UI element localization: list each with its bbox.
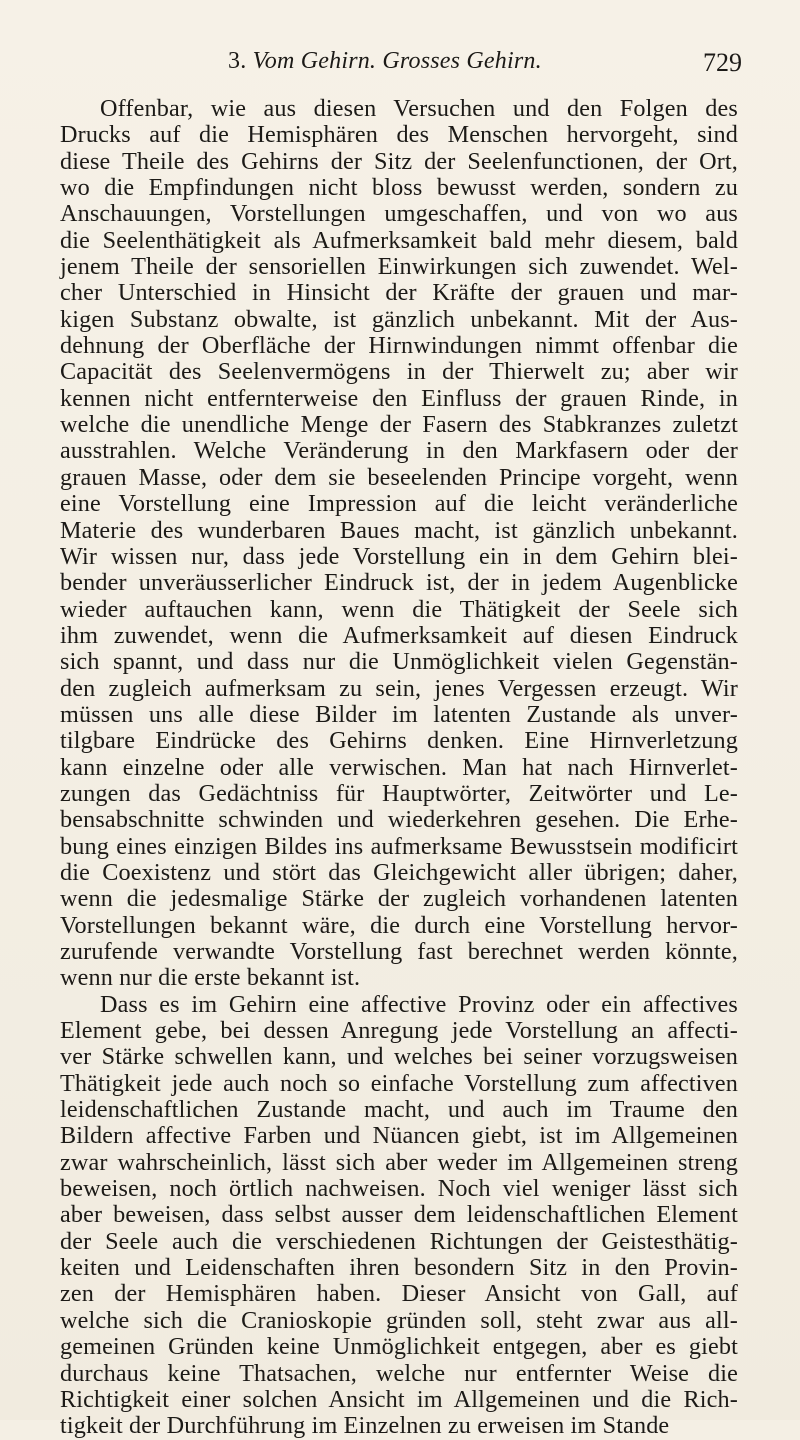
text-line: bensabschnitte schwinden und wiederkehren gesehen. Die Erhe- xyxy=(60,806,738,834)
text-line: ihm zuwendet, wenn die Aufmerksamkeit auf diesen Eindruck xyxy=(60,621,738,649)
text-line: gemeinen Gründen keine Unmöglichkeit entgegen, aber es giebt xyxy=(60,1333,738,1361)
text-line: durchaus keine Thatsachen, welche nur entfernter Weise die xyxy=(60,1359,738,1387)
text-line: tigkeit der Durchführung im Einzelnen zu erweisen im Stande xyxy=(60,1412,670,1440)
text-line: Anschauungen, Vorstellungen umgeschaffen, und von wo aus xyxy=(60,200,738,228)
text-line: Element gebe, bei dessen Anregung jede Vorstellung an affecti- xyxy=(60,1017,738,1045)
text-line: Thätigkeit jede auch noch so einfache Vorstellung zum affectiven xyxy=(60,1069,738,1097)
page-header xyxy=(0,48,800,88)
text-line: diese Theile des Gehirns der Sitz der Seelenfunctionen, der Ort, xyxy=(60,147,738,175)
chapter-subtitle: Grosses Gehirn. xyxy=(382,48,542,74)
text-line: sich spannt, und dass nur die Unmöglichkeit vielen Gegenstän- xyxy=(60,648,738,676)
text-line: leidenschaftlichen Zustande macht, und auch im Traume den xyxy=(60,1096,738,1124)
text-line: die Seelenthätigkeit als Aufmerksamkeit bald mehr diesem, bald xyxy=(60,226,738,254)
page-number: 729 xyxy=(703,48,742,77)
text-line: ver Stärke schwellen kann, und welches bei seiner vorzugsweisen xyxy=(60,1043,738,1071)
text-line: kennen nicht entfernterweise den Einfluss der grauen Rinde, in xyxy=(60,384,738,412)
text-line: welche sich die Cranioskopie gründen soll, steht zwar aus all- xyxy=(60,1306,738,1334)
text-line: Offenbar, wie aus diesen Versuchen und den Folgen des xyxy=(100,95,738,122)
text-line: die Coexistenz und stört das Gleichgewicht aller übrigen; daher, xyxy=(60,858,738,886)
text-line: Vorstellungen bekannt wäre, die durch eine Vorstellung hervor- xyxy=(60,911,738,939)
text-line: Materie des wunderbaren Baues macht, ist gänzlich unbekannt. xyxy=(60,516,738,544)
text-line: müssen uns alle diese Bilder im latenten Zustande als unver- xyxy=(60,700,738,728)
running-head xyxy=(228,48,542,75)
text-line: welche die unendliche Menge der Fasern des Stabkranzes zuletzt xyxy=(60,411,738,439)
paragraph xyxy=(60,96,738,992)
text-line: bender unveräusserlicher Eindruck ist, der in jedem Augenblicke xyxy=(60,569,738,597)
text-line: eine Vorstellung eine Impression auf die leicht veränderliche xyxy=(60,490,738,518)
text-line: wo die Empfindungen nicht bloss bewusst werden, sondern zu xyxy=(60,174,738,202)
section-number: 3. xyxy=(228,48,247,74)
text-line: wieder auftauchen kann, wenn die Thätigkeit der Seele sich xyxy=(60,595,738,623)
text-line: Capacität des Seelenvermögens in der Thierwelt zu; aber wir xyxy=(60,358,738,386)
text-line: jenem Theile der sensoriellen Einwirkungen sich zuwendet. Wel- xyxy=(60,253,738,281)
text-line: grauen Masse, oder dem sie beseelenden Principe vorgeht, wenn xyxy=(60,463,738,491)
text-line: keiten und Leidenschaften ihren besondern Sitz in den Provin- xyxy=(60,1254,738,1282)
text-line: wenn die jedesmalige Stärke der zugleich vorhandenen latenten xyxy=(60,885,738,913)
chapter-title: Vom Gehirn. xyxy=(252,48,377,74)
text-line: cher Unterschied in Hinsicht der Kräfte der grauen und mar- xyxy=(60,279,738,307)
text-line: aber beweisen, dass selbst ausser dem leidenschaftlichen Element xyxy=(60,1201,738,1229)
text-line: Richtigkeit einer solchen Ansicht im Allgemeinen und die Rich- xyxy=(60,1385,738,1413)
text-line: der Seele auch die verschiedenen Richtungen der Geistesthätig- xyxy=(60,1227,738,1255)
text-line: bung eines einzigen Bildes ins aufmerksame Bewusstsein modificirt xyxy=(60,832,738,860)
text-line: dehnung der Oberfläche der Hirnwindungen nimmt offenbar die xyxy=(60,332,738,360)
paragraph xyxy=(60,992,738,1440)
text-line: Dass es im Gehirn eine affective Provinz oder ein affectives xyxy=(100,990,738,1018)
text-line: Wir wissen nur, dass jede Vorstellung ein in dem Gehirn blei- xyxy=(60,542,738,570)
text-line: kigen Substanz obwalte, ist gänzlich unbekannt. Mit der Aus- xyxy=(60,305,738,333)
text-line: zungen das Gedächtniss für Hauptwörter, Zeitwörter und Le- xyxy=(60,779,738,807)
text-line: ausstrahlen. Welche Veränderung in den Markfasern oder der xyxy=(60,437,738,465)
text-line: kann einzelne oder alle verwischen. Man hat nach Hirnverlet- xyxy=(60,753,738,781)
text-line: zurufende verwandte Vorstellung fast berechnet werden könnte, xyxy=(60,938,738,965)
text-line: tilgbare Eindrücke des Gehirns denken. Eine Hirnverletzung xyxy=(60,727,738,755)
text-line: wenn nur die erste bekannt ist. xyxy=(60,964,361,992)
text-line: zwar wahrscheinlich, lässt sich aber weder im Allgemeinen streng xyxy=(60,1148,738,1176)
text-line: Bildern affective Farben und Nüancen giebt, ist im Allgemeinen xyxy=(60,1122,738,1150)
text-line: zen der Hemisphären haben. Dieser Ansicht von Gall, auf xyxy=(60,1280,738,1308)
text-line: Drucks auf die Hemisphären des Menschen hervorgeht, sind xyxy=(60,121,738,149)
text-line: den zugleich aufmerksam zu sein, jenes Vergessen erzeugt. Wir xyxy=(60,674,738,702)
body-text xyxy=(60,96,738,1440)
text-line: beweisen, noch örtlich nachweisen. Noch viel weniger lässt sich xyxy=(60,1175,738,1203)
